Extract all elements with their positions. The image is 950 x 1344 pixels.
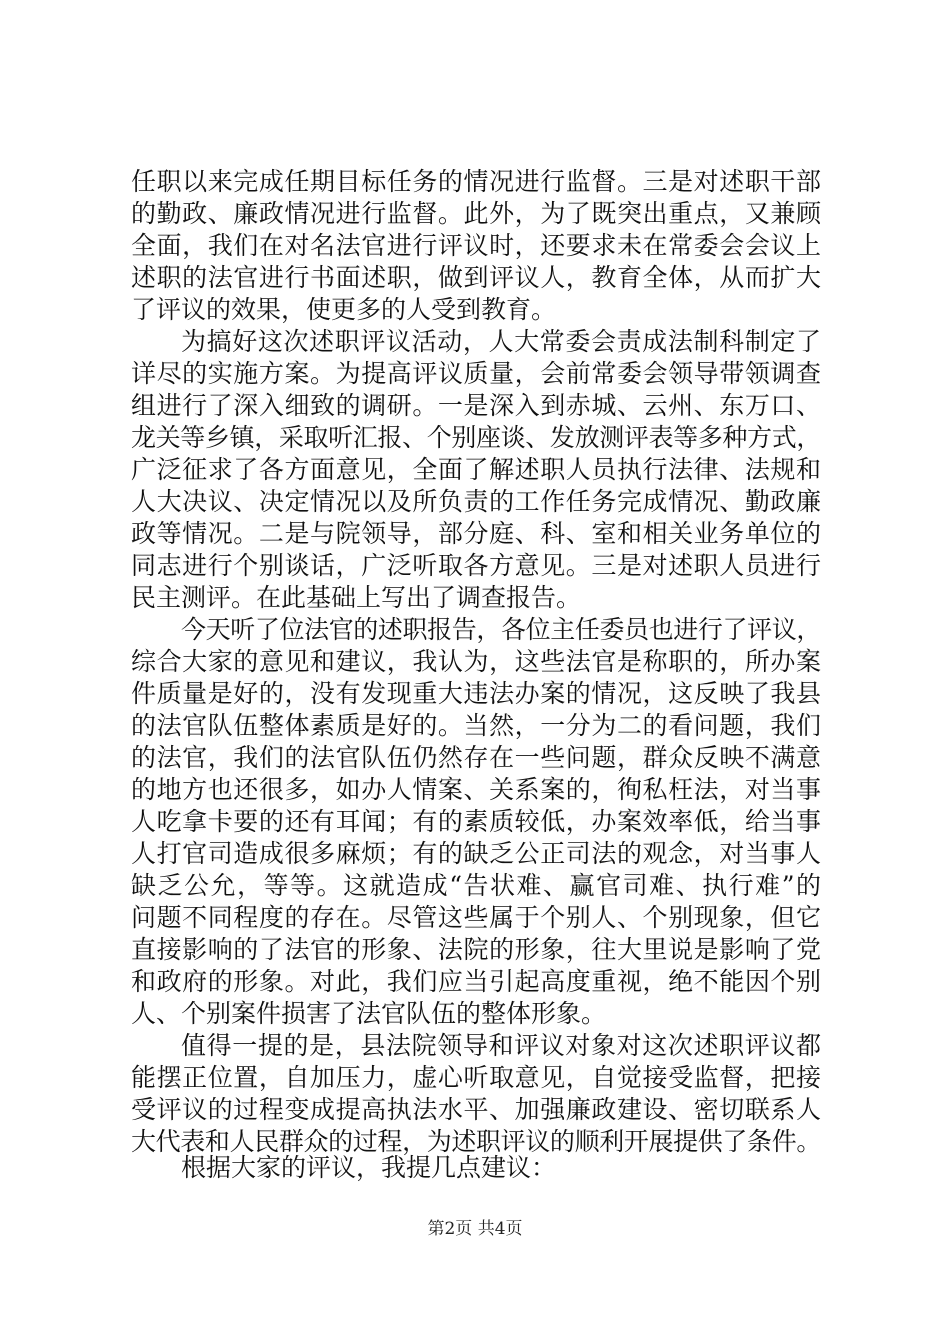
text-line: 组进行了深入细致的调研。一是深入到赤城、云州、东万口、: [131, 391, 821, 420]
text-line: 能摆正位置，自加压力，虚心听取意见，自觉接受监督，把接: [131, 1063, 821, 1092]
text-line: 述职的法官进行书面述职，做到评议人，教育全体，从而扩大: [131, 263, 821, 292]
text-line: 的法官队伍整体素质是好的。当然，一分为二的看问题，我们: [131, 711, 821, 740]
text-line: 综合大家的意见和建议，我认为，这些法官是称职的，所办案: [131, 647, 821, 676]
text-line: 直接影响的了法官的形象、法院的形象，往大里说是影响了党: [131, 935, 821, 964]
text-line: 龙关等乡镇，采取听汇报、个别座谈、发放测评表等多种方式，: [131, 423, 821, 452]
text-line: 政等情况。二是与院领导，部分庭、科、室和相关业务单位的: [131, 519, 821, 548]
text-line: 今天听了位法官的述职报告，各位主任委员也进行了评议，: [181, 615, 821, 644]
text-line: 人打官司造成很多麻烦；有的缺乏公正司法的观念，对当事人: [131, 839, 821, 868]
text-line: 件质量是好的，没有发现重大违法办案的情况，这反映了我县: [131, 679, 821, 708]
text-line: 人吃拿卡要的还有耳闻；有的素质较低，办案效率低，给当事: [131, 807, 821, 836]
text-line: 详尽的实施方案。为提高评议质量，会前常委会领导带领调查: [131, 359, 821, 388]
document-body: [131, 166, 821, 1158]
text-line: 全面，我们在对名法官进行评议时，还要求未在常委会会议上: [131, 231, 821, 260]
text-line: 值得一提的是，县法院领导和评议对象对这次述职评议都: [181, 1031, 821, 1060]
text-line: 同志进行个别谈话，广泛听取各方意见。三是对述职人员进行: [131, 551, 821, 580]
text-line: 人、个别案件损害了法官队伍的整体形象。: [131, 999, 607, 1028]
text-line: 缺乏公允，等等。这就造成“告状难、赢官司难、执行难”的: [131, 871, 821, 900]
text-line: 和政府的形象。对此，我们应当引起高度重视，绝不能因个别: [131, 967, 821, 996]
text-line: 人大决议、决定情况以及所负责的工作任务完成情况、勤政廉: [131, 487, 821, 516]
paragraph-3: [131, 614, 821, 1030]
page-footer: 第2页 共4页: [427, 1219, 523, 1239]
text-line: 的勤政、廉政情况进行监督。此外，为了既突出重点，又兼顾: [131, 199, 821, 228]
text-line: 了评议的效果，使更多的人受到教育。: [131, 295, 557, 324]
paragraph-1: [131, 166, 821, 326]
text-line: 广泛征求了各方面意见，全面了解述职人员执行法律、法规和: [131, 455, 821, 484]
text-line: 民主测评。在此基础上写出了调查报告。: [131, 583, 582, 612]
paragraph-4: [131, 1030, 821, 1158]
text-line: 问题不同程度的存在。尽管这些属于个别人、个别现象，但它: [131, 903, 821, 932]
text-line: 受评议的过程变成提高执法水平、加强廉政建设、密切联系人: [131, 1095, 821, 1124]
text-line: 任职以来完成任期目标任务的情况进行监督。三是对述职干部: [131, 167, 821, 196]
closing-line: 根据大家的评议，我提几点建议：: [181, 1153, 557, 1182]
text-line: 大代表和人民群众的过程，为述职评议的顺利开展提供了条件。: [131, 1127, 821, 1156]
text-line: 为搞好这次述职评议活动，人大常委会责成法制科制定了: [181, 327, 821, 356]
paragraph-2: [131, 326, 821, 614]
text-line: 的地方也还很多，如办人情案、关系案的，徇私枉法，对当事: [131, 775, 821, 804]
text-line: 的法官，我们的法官队伍仍然存在一些问题，群众反映不满意: [131, 743, 821, 772]
